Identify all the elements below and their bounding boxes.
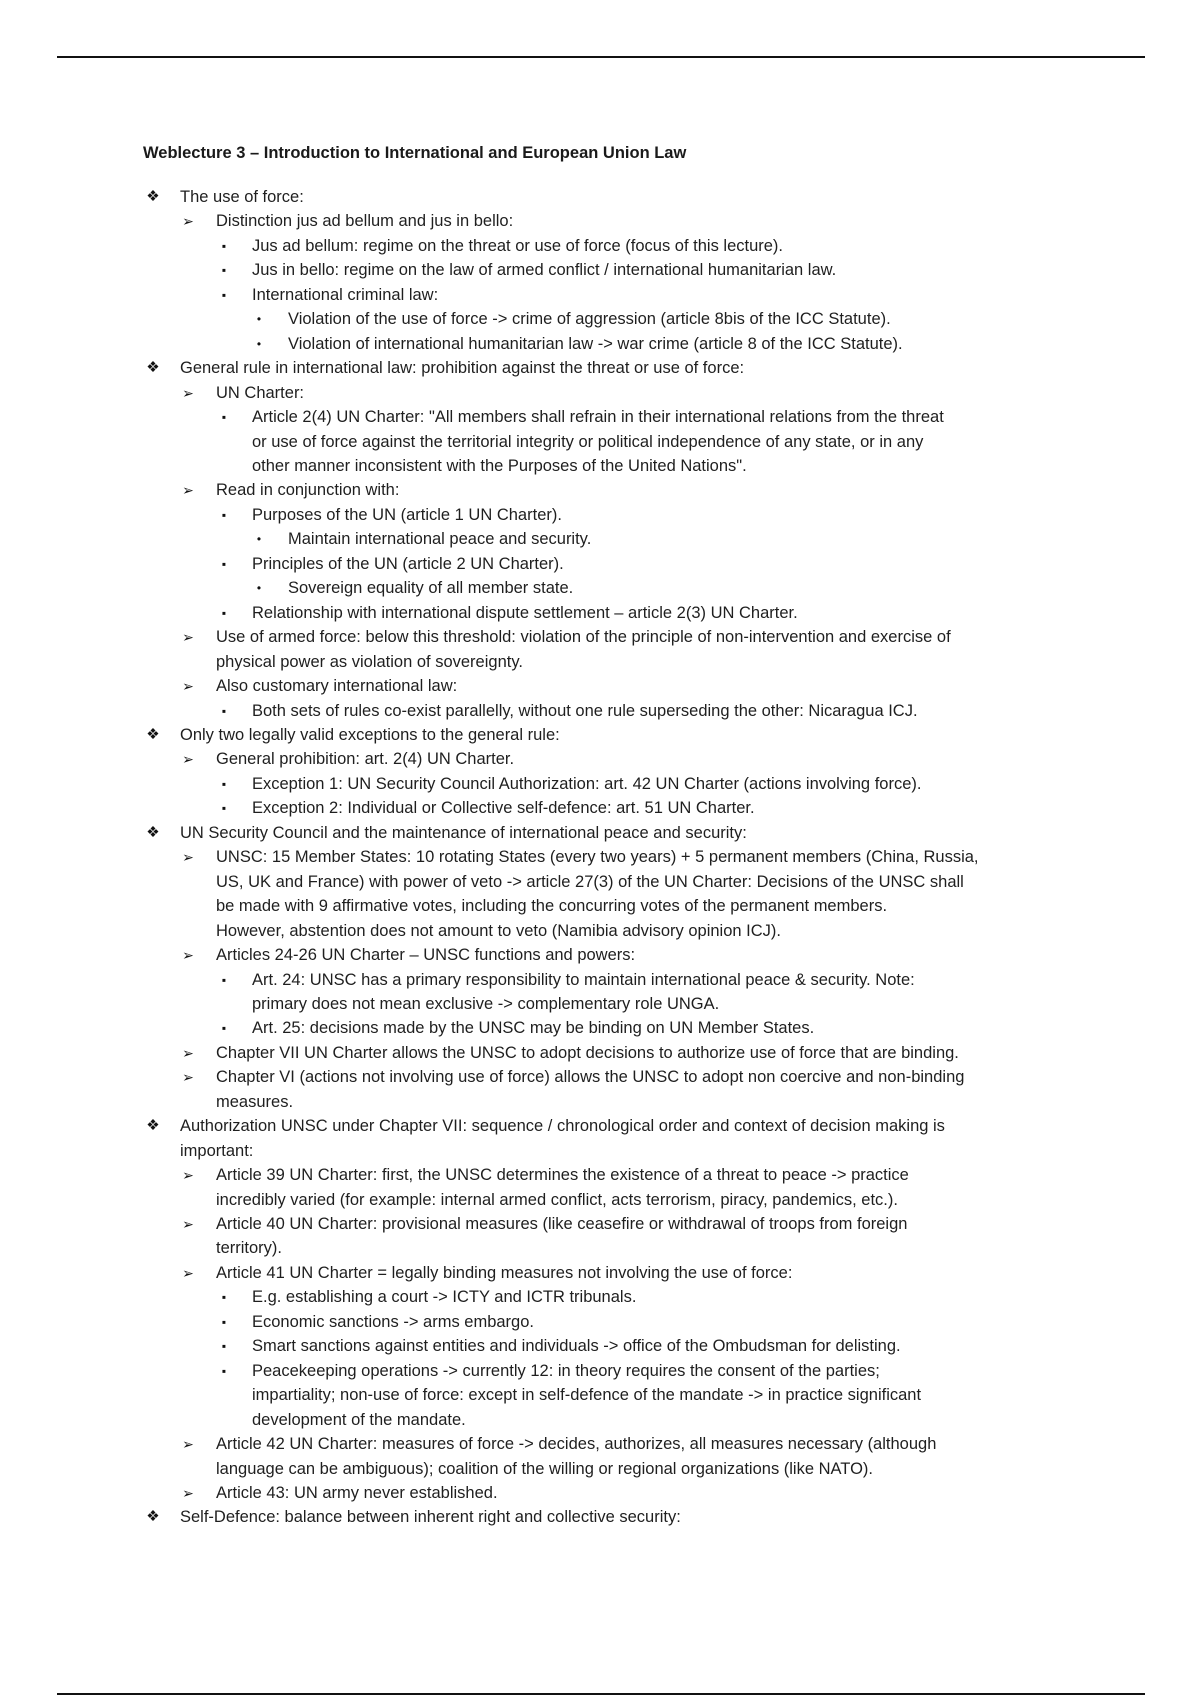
square-bullet-icon: ▪ (221, 507, 227, 522)
diamond-bullet-icon: ❖ (146, 188, 160, 205)
outline-text: UN Security Council and the maintenance of international peace and security: (180, 823, 747, 842)
outline-item-level-3 (0, 699, 1200, 723)
outline-item-level-3 (0, 1285, 1200, 1309)
outline-continuation-line (0, 992, 1200, 1016)
outline-continuation-line (0, 1139, 1200, 1163)
outline-text: Only two legally valid exceptions to the general rule: (180, 725, 560, 744)
outline-text: General rule in international law: prohibition against the threat or use of force: (180, 359, 745, 378)
outline-item-level-2 (0, 1041, 1200, 1065)
square-bullet-icon: ▪ (221, 556, 227, 571)
header-rule (57, 56, 1145, 58)
outline-continuation-line (0, 1090, 1200, 1114)
outline-text: Relationship with international dispute settlement – article 2(3) UN Charter. (252, 603, 798, 622)
arrow-bullet-icon: ➢ (182, 213, 194, 230)
arrow-bullet-icon: ➢ (182, 1436, 194, 1453)
outline-item-level-3 (0, 1334, 1200, 1358)
outline-text: other manner inconsistent with the Purposes of the United Nations". (252, 456, 747, 475)
outline-text: or use of force against the territorial integrity or political independence of any state, or in any (252, 432, 924, 451)
outline-continuation-line (0, 430, 1200, 454)
outline-item-level-1 (0, 821, 1200, 845)
square-bullet-icon: ▪ (221, 287, 227, 302)
outline-item-level-3 (0, 552, 1200, 576)
square-bullet-icon: ▪ (221, 1363, 227, 1378)
square-bullet-icon: ▪ (221, 263, 227, 278)
outline-item-level-1 (0, 1505, 1200, 1529)
outline-text: measures. (216, 1092, 294, 1111)
arrow-bullet-icon: ➢ (182, 1485, 194, 1502)
outline-text: incredibly varied (for example: internal armed conflict, acts terrorism, piracy, pandemics, etc.). (216, 1190, 898, 1209)
outline-continuation-line (0, 1236, 1200, 1260)
outline-text: physical power as violation of sovereignty. (216, 652, 523, 671)
outline-text: Chapter VI (actions not involving use of force) allows the UNSC to adopt non coercive and non-binding (216, 1068, 965, 1087)
outline-item-level-2 (0, 943, 1200, 967)
square-bullet-icon: ▪ (221, 1339, 227, 1354)
arrow-bullet-icon: ➢ (182, 1167, 194, 1184)
outline-continuation-line (0, 870, 1200, 894)
outline-continuation-line (0, 1383, 1200, 1407)
dot-bullet-icon: • (256, 336, 262, 351)
outline-text: Exception 2: Individual or Collective self-defence: art. 51 UN Charter. (252, 799, 755, 818)
outline-text: E.g. establishing a court -> ICTY and ICTR tribunals. (252, 1288, 637, 1307)
arrow-bullet-icon: ➢ (182, 1264, 194, 1281)
outline-continuation-line (0, 1188, 1200, 1212)
outline-item-level-4 (0, 576, 1200, 600)
outline-text: Peacekeeping operations -> currently 12: in theory requires the consent of the parties; (252, 1361, 880, 1380)
outline-text: Smart sanctions against entities and individuals -> office of the Ombudsman for delisting. (252, 1337, 901, 1356)
outline-item-level-2 (0, 1481, 1200, 1505)
outline-item-level-1 (0, 1114, 1200, 1138)
outline-text: Violation of the use of force -> crime of aggression (article 8bis of the ICC Statute). (288, 310, 891, 329)
outline-text: Use of armed force: below this threshold: violation of the principle of non-intervention and exercise of (216, 628, 951, 647)
arrow-bullet-icon: ➢ (182, 1216, 194, 1233)
outline-text: Jus ad bellum: regime on the threat or use of force (focus of this lecture). (252, 236, 784, 255)
outline-text: Article 39 UN Charter: first, the UNSC determines the existence of a threat to peace -> practice (216, 1166, 909, 1185)
outline-text: Chapter VII UN Charter allows the UNSC to adopt decisions to authorize use of force that are binding. (216, 1043, 959, 1062)
outline-text: Authorization UNSC under Chapter VII: sequence / chronological order and context of decision making is (180, 1117, 945, 1136)
outline-text: primary does not mean exclusive -> complementary role UNGA. (252, 994, 720, 1013)
arrow-bullet-icon: ➢ (182, 384, 194, 401)
outline-text: Article 2(4) UN Charter: "All members shall refrain in their international relations from the threat (252, 408, 944, 427)
arrow-bullet-icon: ➢ (182, 629, 194, 646)
outline-item-level-2 (0, 845, 1200, 869)
square-bullet-icon: ▪ (221, 1314, 227, 1329)
outline-item-level-2 (0, 674, 1200, 698)
outline-item-level-3 (0, 1310, 1200, 1334)
outline-item-level-1 (0, 185, 1200, 209)
footer-rule (57, 1693, 1145, 1695)
outline-item-level-2 (0, 625, 1200, 649)
arrow-bullet-icon: ➢ (182, 482, 194, 499)
outline-text: Sovereign equality of all member state. (288, 579, 574, 598)
square-bullet-icon: ▪ (221, 1021, 227, 1036)
outline-item-level-3 (0, 503, 1200, 527)
arrow-bullet-icon: ➢ (182, 1069, 194, 1086)
outline-text: language can be ambiguous); coalition of the willing or regional organizations (like NATO). (216, 1459, 874, 1478)
square-bullet-icon: ▪ (221, 1290, 227, 1305)
outline-item-level-3 (0, 601, 1200, 625)
outline-item-level-1 (0, 723, 1200, 747)
square-bullet-icon: ▪ (221, 238, 227, 253)
outline-item-level-3 (0, 968, 1200, 992)
outline-text: Also customary international law: (216, 677, 458, 696)
outline-item-level-2 (0, 1261, 1200, 1285)
outline-text: Purposes of the UN (article 1 UN Charter). (252, 505, 562, 524)
arrow-bullet-icon: ➢ (182, 751, 194, 768)
square-bullet-icon: ▪ (221, 801, 227, 816)
outline-item-level-1 (0, 356, 1200, 380)
outline-text: However, abstention does not amount to veto (Namibia advisory opinion ICJ). (216, 921, 781, 940)
outline-item-level-3 (0, 1359, 1200, 1383)
arrow-bullet-icon: ➢ (182, 678, 194, 695)
outline-continuation-line (0, 454, 1200, 478)
outline-text: important: (180, 1141, 254, 1160)
outline-item-level-3 (0, 772, 1200, 796)
outline-item-level-2 (0, 381, 1200, 405)
outline-text: Article 43: UN army never established. (216, 1484, 498, 1503)
outline-continuation-line (0, 650, 1200, 674)
dot-bullet-icon: • (256, 532, 262, 547)
outline-item-level-3 (0, 405, 1200, 429)
page-title: Weblecture 3 – Introduction to International and European Union Law (143, 144, 687, 162)
outline-text: The use of force: (180, 188, 304, 206)
outline-text: development of the mandate. (252, 1410, 466, 1429)
diamond-bullet-icon: ❖ (146, 359, 160, 377)
outline-text: Self-Defence: balance between inherent right and collective security: (180, 1508, 681, 1527)
outline-item-level-2 (0, 1163, 1200, 1187)
outline-text: impartiality; non-use of force: except in self-defence of the mandate -> in practice significant (252, 1386, 922, 1405)
outline-item-level-2 (0, 478, 1200, 502)
outline-text: Art. 25: decisions made by the UNSC may be binding on UN Member States. (252, 1019, 815, 1038)
diamond-bullet-icon: ❖ (146, 823, 160, 841)
arrow-bullet-icon: ➢ (182, 1044, 194, 1061)
outline-continuation-line (0, 894, 1200, 918)
outline-text: International criminal law: (252, 285, 439, 304)
diamond-bullet-icon: ❖ (146, 725, 160, 743)
dot-bullet-icon: • (256, 312, 262, 327)
outline-text: Exception 1: UN Security Council Authorization: art. 42 UN Charter (actions involving force). (252, 774, 922, 793)
arrow-bullet-icon: ➢ (182, 849, 194, 866)
outline-item-level-3 (0, 234, 1200, 258)
outline-text: US, UK and France) with power of veto -> article 27(3) of the UN Charter: Decisions of the UNSC shall (216, 872, 964, 891)
outline-text: UNSC: 15 Member States: 10 rotating States (every two years) + 5 permanent members (China, Russia, (216, 848, 979, 867)
square-bullet-icon: ▪ (221, 410, 227, 425)
outline-item-level-3 (0, 258, 1200, 282)
outline-text: Article 41 UN Charter = legally binding measures not involving the use of force: (216, 1263, 793, 1282)
outline-continuation-line (0, 1408, 1200, 1432)
outline-item-level-4 (0, 527, 1200, 551)
outline-item-level-2 (0, 1212, 1200, 1236)
square-bullet-icon: ▪ (221, 703, 227, 718)
outline-text: Principles of the UN (article 2 UN Charter). (252, 554, 564, 573)
outline-text: Articles 24-26 UN Charter – UNSC functions and powers: (216, 946, 636, 965)
outline-item-level-3 (0, 283, 1200, 307)
outline-item-level-2 (0, 747, 1200, 771)
outline-item-level-4 (0, 332, 1200, 356)
outline-text: UN Charter: (216, 383, 305, 402)
outline-item-level-4 (0, 307, 1200, 331)
outline-text: be made with 9 affirmative votes, including the concurring votes of the permanent members. (216, 897, 888, 916)
outline-text: Article 40 UN Charter: provisional measures (like ceasefire or withdrawal of troops from foreign (216, 1215, 908, 1234)
lecture-outline (0, 185, 1200, 1530)
outline-continuation-line (0, 1457, 1200, 1481)
square-bullet-icon: ▪ (221, 776, 227, 791)
outline-item-level-2 (0, 209, 1200, 233)
outline-text: Both sets of rules co-exist parallelly, without one rule superseding the other: Nicaragua ICJ. (252, 701, 918, 720)
outline-text: territory). (216, 1239, 282, 1258)
outline-text: Read in conjunction with: (216, 481, 400, 500)
outline-text: Article 42 UN Charter: measures of force -> decides, authorizes, all measures necessary (although (216, 1435, 937, 1454)
outline-continuation-line (0, 919, 1200, 943)
outline-text: Economic sanctions -> arms embargo. (252, 1312, 534, 1331)
arrow-bullet-icon: ➢ (182, 947, 194, 964)
outline-text: Jus in bello: regime on the law of armed conflict / international humanitarian law. (252, 261, 837, 280)
outline-text: Distinction jus ad bellum and jus in bello: (216, 212, 514, 231)
outline-item-level-3 (0, 796, 1200, 820)
outline-text: Maintain international peace and security. (288, 530, 592, 549)
outline-text: Art. 24: UNSC has a primary responsibility to maintain international peace & security. Note: (252, 970, 915, 989)
square-bullet-icon: ▪ (221, 972, 227, 987)
outline-item-level-3 (0, 1016, 1200, 1040)
square-bullet-icon: ▪ (221, 605, 227, 620)
outline-item-level-2 (0, 1065, 1200, 1089)
dot-bullet-icon: • (256, 581, 262, 596)
outline-text: General prohibition: art. 2(4) UN Charter. (216, 750, 515, 769)
outline-item-level-2 (0, 1432, 1200, 1456)
diamond-bullet-icon: ❖ (146, 1508, 160, 1526)
outline-text: Violation of international humanitarian law -> war crime (article 8 of the ICC Statute). (288, 334, 903, 353)
diamond-bullet-icon: ❖ (146, 1117, 160, 1135)
